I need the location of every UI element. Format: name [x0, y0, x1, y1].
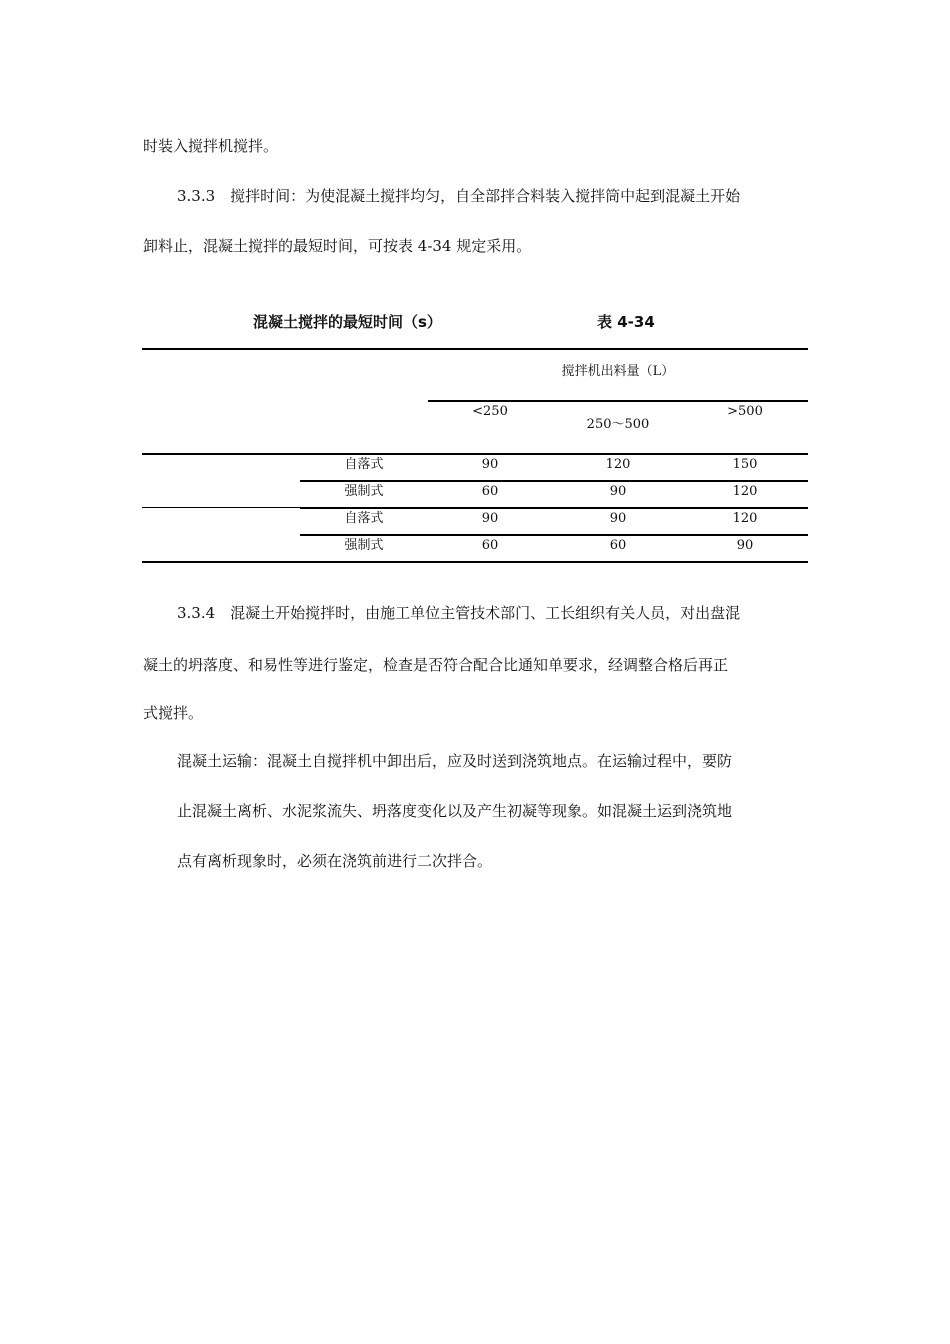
row-rule: [300, 480, 808, 482]
table-title: 混凝土搅拌的最短时间（s）: [253, 313, 442, 331]
paragraph-line: 卸料止，混凝土搅拌的最短时间，可按表 4-34 规定采用。: [143, 237, 532, 255]
table-bottom-rule: [142, 561, 808, 563]
table-number: 表 4-34: [597, 313, 655, 331]
table-cell: 120: [605, 457, 631, 472]
header-bottom-rule: [142, 453, 808, 455]
table-cell: 60: [481, 484, 499, 499]
table-cell-type: 强制式: [344, 538, 384, 553]
row-rule: [300, 534, 808, 536]
table-cell: 90: [736, 538, 754, 553]
table-cell: 60: [609, 538, 627, 553]
table-cell: 90: [481, 457, 499, 472]
group-rule: [142, 507, 300, 508]
table-cell-type: 自落式: [344, 457, 384, 472]
header-group-label: 搅拌机出料量（L）: [561, 364, 675, 379]
table-cell-type: 强制式: [344, 484, 384, 499]
header-group-rule: [428, 400, 808, 402]
table-top-rule: [142, 348, 808, 350]
row-rule: [300, 507, 808, 509]
paragraph-line: 凝土的坍落度、和易性等进行鉴定，检查是否符合配合比通知单要求，经调整合格后再正: [143, 656, 729, 674]
table-cell: 60: [481, 538, 499, 553]
paragraph-line: 时装入搅拌机搅拌。: [143, 137, 279, 155]
table-cell: 90: [481, 511, 499, 526]
column-header: 250～500: [586, 417, 650, 432]
paragraph-line: 点有离析现象时，必须在浇筑前进行二次拌合。: [177, 852, 493, 870]
table-cell: 120: [732, 511, 758, 526]
paragraph-line: 3.3.3 搅拌时间：为使混凝土搅拌均匀，自全部拌合料装入搅拌筒中起到混凝土开始: [177, 187, 741, 205]
column-header: >500: [727, 404, 763, 419]
table-cell: 120: [732, 484, 758, 499]
paragraph-line: 式搅拌。: [143, 704, 204, 722]
table-cell-type: 自落式: [344, 511, 384, 526]
table-cell: 90: [609, 511, 627, 526]
table-cell: 90: [609, 484, 627, 499]
paragraph-line: 止混凝土离析、水泥浆流失、坍落度变化以及产生初凝等现象。如混凝土运到浇筑地: [177, 802, 733, 820]
column-header: <250: [472, 404, 508, 419]
paragraph-line: 3.3.4 混凝土开始搅拌时，由施工单位主管技术部门、工长组织有关人员，对出盘混: [177, 604, 741, 622]
table-cell: 150: [732, 457, 758, 472]
paragraph-line: 混凝土运输：混凝土自搅拌机中卸出后，应及时送到浇筑地点。在运输过程中，要防: [177, 752, 733, 770]
